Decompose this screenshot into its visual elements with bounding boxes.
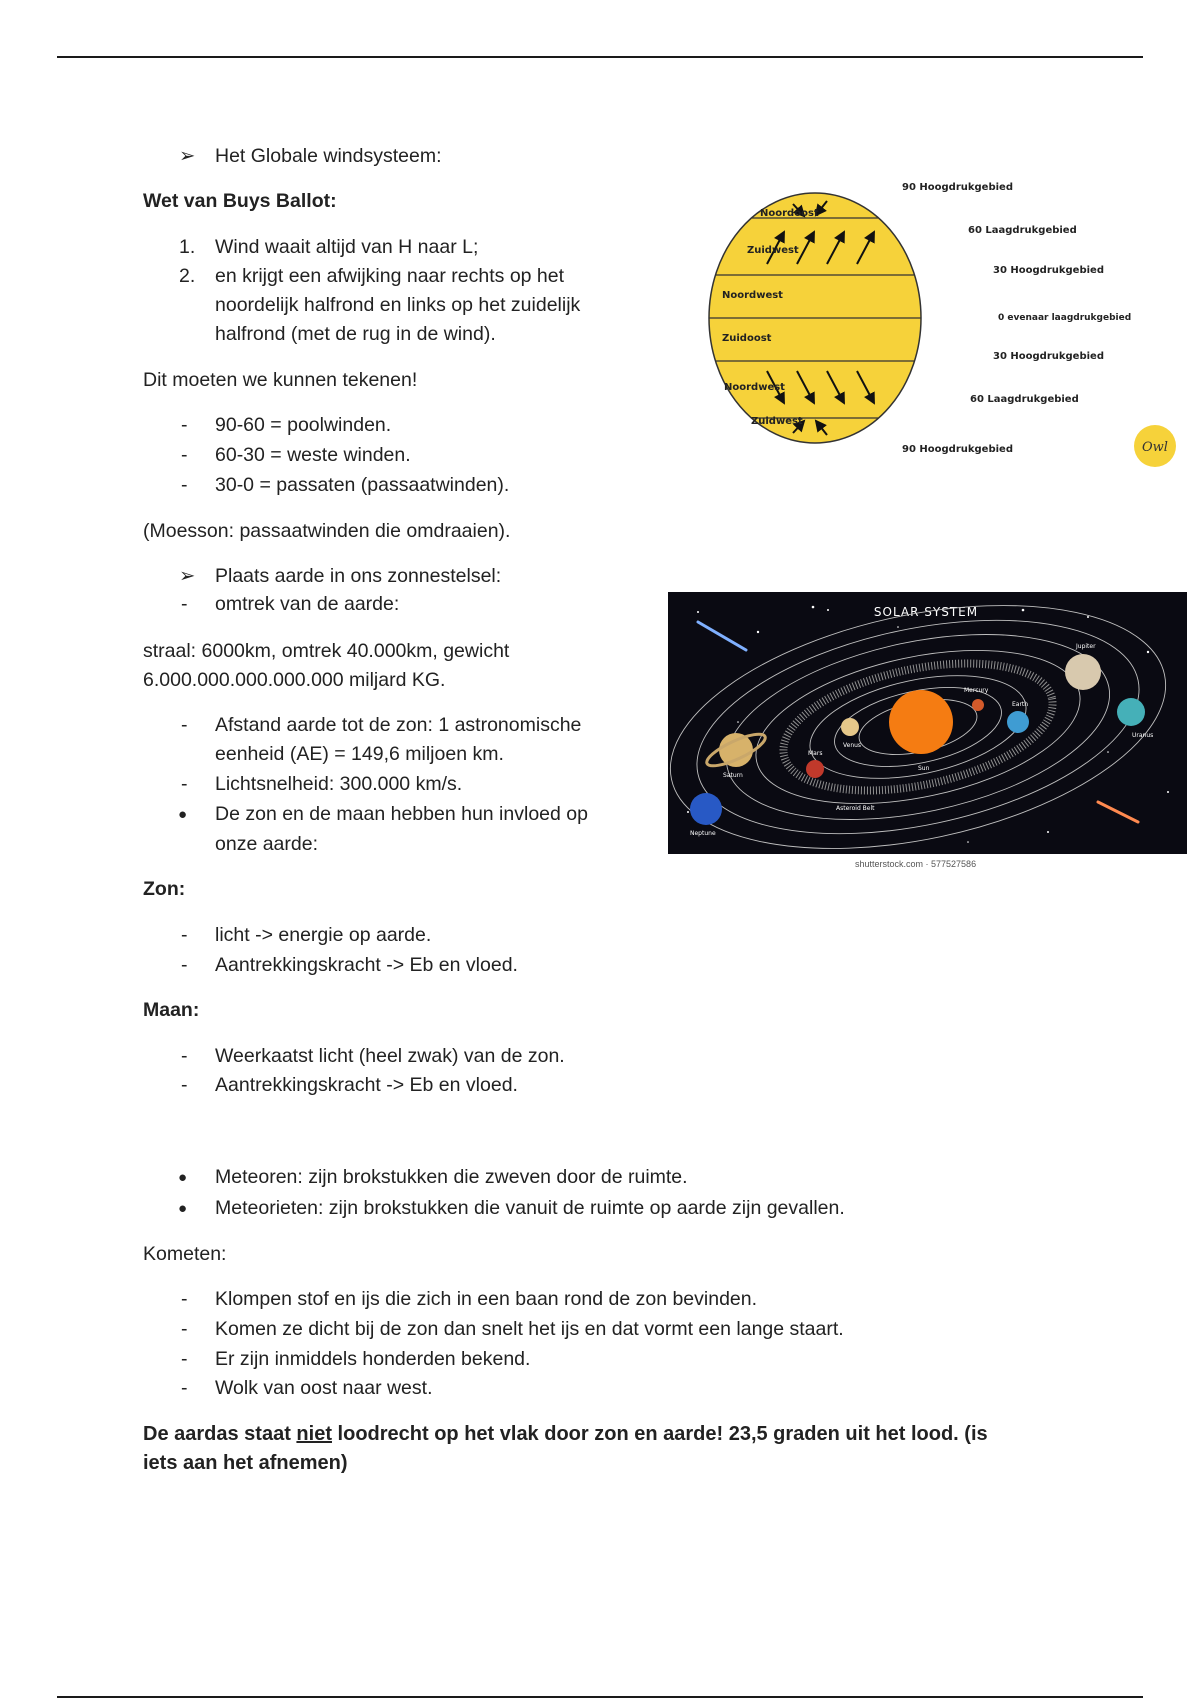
list-item-cont: noordelijk halfrond en links op het zuidelijk — [215, 294, 581, 316]
planet-label: Asteroid Belt — [836, 805, 875, 812]
wind-diagram — [700, 168, 1180, 473]
planet-label: Uranus — [1132, 732, 1154, 739]
aardas-underlined: niet — [296, 1423, 332, 1445]
planet — [841, 718, 859, 736]
planet-label: Jupiter — [1076, 643, 1096, 650]
draw-note: Dit moeten we kunnen tekenen! — [143, 369, 418, 391]
dash-marker: - — [181, 924, 188, 946]
left-label: Noordwest — [724, 382, 785, 393]
right-label: 0 evenaar laagdrukgebied — [998, 313, 1132, 323]
kometen-item: Wolk van oost naar west. — [215, 1377, 433, 1399]
right-label: 60 Laagdrukgebied — [970, 394, 1079, 405]
solar-heading: Plaats aarde in ons zonnestelsel: — [215, 565, 502, 587]
straal-line: 6.000.000.000.000.000 miljard KG. — [143, 669, 446, 691]
afstand-item: Afstand aarde tot de zon: 1 astronomische — [215, 714, 582, 736]
zon-item: Aantrekkingskracht -> Eb en vloed. — [215, 954, 518, 976]
maan-item: Weerkaatst licht (heel zwak) van de zon. — [215, 1045, 565, 1067]
planet — [1007, 711, 1029, 733]
maan-title: Maan: — [143, 999, 200, 1021]
list-item: Wind waait altijd van H naar L; — [215, 236, 479, 258]
afstand-item-cont: eenheid (AE) = 149,6 miljoen km. — [215, 743, 504, 765]
straal-line: straal: 6000km, omtrek 40.000km, gewicht — [143, 640, 510, 662]
planet — [1065, 654, 1101, 690]
arrow-marker: ➢ — [179, 565, 196, 587]
dash-marker: - — [181, 714, 188, 736]
planet-label: Neptune — [690, 830, 716, 837]
moesson-note: (Moesson: passaatwinden die omdraaien). — [143, 520, 511, 542]
zon-title: Zon: — [143, 878, 186, 900]
meteoren-item: Meteoren: zijn brokstukken die zweven door de ruimte. — [215, 1166, 688, 1188]
dash-marker: - — [181, 414, 188, 436]
bullet-marker: ● — [178, 806, 188, 823]
invloed-item: De zon en de maan hebben hun invloed op — [215, 803, 588, 825]
planet — [972, 699, 984, 711]
wind-item: 90-60 = poolwinden. — [215, 414, 392, 436]
planet — [719, 733, 753, 767]
windsystem-heading: Het Globale windsysteem: — [215, 145, 442, 167]
dash-marker: - — [181, 1074, 188, 1096]
dash-marker: - — [181, 474, 188, 496]
aardas-pre: De aardas staat — [143, 1423, 297, 1445]
right-label: 90 Hoogdrukgebied — [902, 182, 1013, 193]
planet-label: Mars — [808, 750, 823, 757]
aardas-statement-cont: iets aan het afnemen) — [143, 1452, 348, 1474]
right-label: 60 Laagdrukgebied — [968, 225, 1077, 236]
invloed-item-cont: onze aarde: — [215, 833, 318, 855]
left-label: Zuidwest — [747, 245, 799, 256]
list-number: 1. — [179, 236, 196, 258]
planet — [806, 760, 824, 778]
bottom-rule — [57, 1696, 1143, 1698]
buys-ballot-title: Wet van Buys Ballot: — [143, 190, 337, 212]
dash-marker: - — [181, 1318, 188, 1340]
kometen-item: Komen ze dicht bij de zon dan snelt het ijs en dat vormt een lange staart. — [215, 1318, 844, 1340]
dash-marker: - — [181, 593, 188, 615]
bullet-marker: ● — [178, 1169, 188, 1186]
kometen-item: Er zijn inmiddels honderden bekend. — [215, 1348, 531, 1370]
solar-system-image — [668, 592, 1187, 854]
planet — [1117, 698, 1145, 726]
planet-label: Sun — [918, 765, 930, 772]
dash-marker: - — [181, 1377, 188, 1399]
maan-item: Aantrekkingskracht -> Eb en vloed. — [215, 1074, 518, 1096]
list-number: 2. — [179, 265, 196, 287]
dash-marker: - — [181, 444, 188, 466]
dash-marker: - — [181, 1288, 188, 1310]
omtrek-item: omtrek van de aarde: — [215, 593, 400, 615]
kometen-item: Klompen stof en ijs die zich in een baan rond de zon bevinden. — [215, 1288, 758, 1310]
dash-marker: - — [181, 1348, 188, 1370]
aardas-post: loodrecht op het vlak door zon en aarde! 23,5 graden uit het lood. (is — [331, 1423, 988, 1445]
solar-title: SOLAR SYSTEM — [873, 605, 979, 619]
planet-label: Earth — [1012, 701, 1029, 708]
wind-item: 60-30 = weste winden. — [215, 444, 411, 466]
owl-badge-text: Owl — [1142, 440, 1168, 455]
left-label: Zuidoost — [722, 333, 772, 344]
left-label: Noordwest — [722, 290, 783, 301]
list-item: en krijgt een afwijking naar rechts op het — [215, 265, 565, 287]
wind-item: 30-0 = passaten (passaatwinden). — [215, 474, 510, 496]
dash-marker: - — [181, 1045, 188, 1067]
top-rule — [57, 56, 1143, 58]
meteoren-item: Meteorieten: zijn brokstukken die vanuit de ruimte op aarde zijn gevallen. — [215, 1197, 845, 1219]
list-item-cont: halfrond (met de rug in de wind). — [215, 323, 496, 345]
planet-label: Mercury — [964, 687, 989, 694]
aardas-statement — [143, 1420, 988, 1449]
right-label: 90 Hoogdrukgebied — [902, 444, 1013, 455]
right-label: 30 Hoogdrukgebied — [993, 351, 1104, 362]
kometen-title: Kometen: — [143, 1243, 227, 1265]
zon-item: licht -> energie op aarde. — [215, 924, 432, 946]
sun — [889, 690, 953, 754]
dash-marker: - — [181, 773, 188, 795]
planet-label: Venus — [843, 742, 862, 749]
left-label: Zuidwest — [751, 416, 803, 427]
bullet-marker: ● — [178, 1200, 188, 1217]
image-credit: shutterstock.com · 577527586 — [855, 859, 977, 869]
arrow-marker: ➢ — [179, 145, 196, 167]
dash-marker: - — [181, 954, 188, 976]
right-label: 30 Hoogdrukgebied — [993, 265, 1104, 276]
planet-label: Saturn — [723, 772, 743, 779]
left-label: Noordoost — [760, 208, 819, 219]
planet — [690, 793, 722, 825]
licht-item: Lichtsnelheid: 300.000 km/s. — [215, 773, 463, 795]
